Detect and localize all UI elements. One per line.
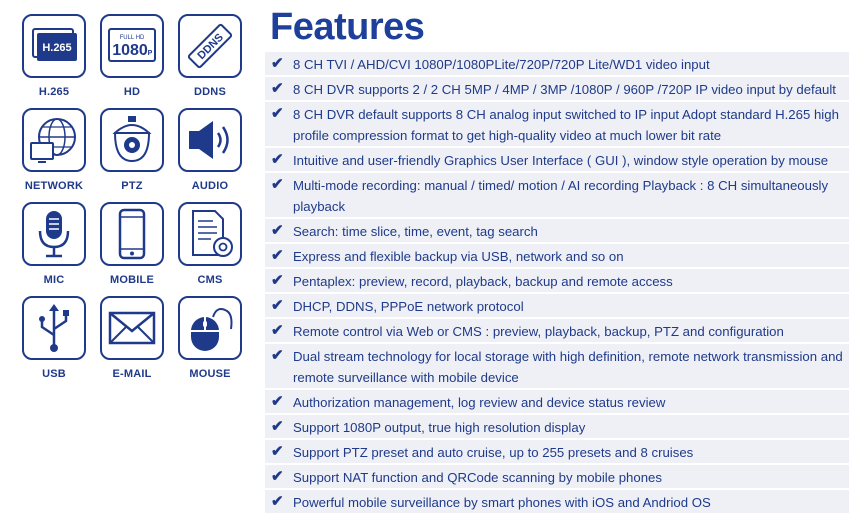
checkmark-icon: ✔ <box>271 222 284 239</box>
ddns-icon <box>178 14 242 78</box>
feature-item <box>265 269 849 292</box>
feature-item <box>265 52 849 75</box>
feature-text: Dual stream technology for local storage with high definition, remote network transmission and remote surveillance with mobile device <box>293 349 843 385</box>
feature-text: 8 CH TVI / AHD/CVI 1080P/1080PLite/720P/720P Lite/WD1 video input <box>293 57 710 72</box>
icon-label-h265: H.265 <box>38 86 70 98</box>
feature-text: Multi-mode recording: manual / timed/ motion / AI recording Playback : 8 CH simultaneously playback <box>293 178 829 214</box>
checkmark-icon: ✔ <box>271 272 284 289</box>
feature-item <box>265 319 849 342</box>
checkmark-icon: ✔ <box>271 322 284 339</box>
microphone-icon <box>22 202 86 266</box>
page-title: Features <box>270 6 425 48</box>
icon-label-mouse: MOUSE <box>189 368 231 380</box>
feature-item <box>265 244 849 267</box>
full-hd-icon-main: 1080 <box>112 42 148 59</box>
icon-label-mobile: MOBILE <box>110 274 154 286</box>
usb-icon <box>22 296 86 360</box>
full-hd-icon <box>100 14 164 78</box>
icon-label-mic: MIC <box>43 274 65 286</box>
feature-item <box>265 294 849 317</box>
checkmark-icon: ✔ <box>271 347 284 364</box>
icon-cell-cms <box>176 202 244 286</box>
feature-text: Express and flexible backup via USB, network and so on <box>293 249 624 264</box>
icon-cell-mic <box>20 202 88 286</box>
feature-item <box>265 344 849 388</box>
checkmark-icon: ✔ <box>271 176 284 193</box>
network-icon <box>22 108 86 172</box>
feature-item <box>265 490 849 513</box>
feature-text: Pentaplex: preview, record, playback, backup and remote access <box>293 274 673 289</box>
ddns-icon-text: DDNS <box>195 31 226 62</box>
icon-label-ptz: PTZ <box>121 180 143 192</box>
feature-item <box>265 465 849 488</box>
feature-item <box>265 77 849 100</box>
checkmark-icon: ✔ <box>271 55 284 72</box>
checkmark-icon: ✔ <box>271 468 284 485</box>
icon-label-email: E-MAIL <box>112 368 152 380</box>
h265-icon <box>22 14 86 78</box>
checkmark-icon: ✔ <box>271 443 284 460</box>
checkmark-icon: ✔ <box>271 493 284 510</box>
icon-cell-network <box>20 108 88 192</box>
icon-cell-email <box>98 296 166 380</box>
icon-cell-usb <box>20 296 88 380</box>
feature-text: Powerful mobile surveillance by smart phones with iOS and Andriod OS <box>293 495 711 510</box>
feature-item <box>265 415 849 438</box>
feature-text: 8 CH DVR default supports 8 CH analog input switched to IP input Adopt standard H.265 high profile compression format to get high-quality video at much lower bit rate <box>293 107 839 143</box>
feature-item <box>265 440 849 463</box>
cms-document-gear-icon <box>178 202 242 266</box>
checkmark-icon: ✔ <box>271 297 284 314</box>
ptz-camera-icon <box>100 108 164 172</box>
icon-label-usb: USB <box>42 368 66 380</box>
feature-text: Search: time slice, time, event, tag search <box>293 224 538 239</box>
icon-cell-hd <box>98 14 166 98</box>
checkmark-icon: ✔ <box>271 105 284 122</box>
feature-item <box>265 219 849 242</box>
checkmark-icon: ✔ <box>271 151 284 168</box>
icon-label-cms: CMS <box>197 274 223 286</box>
full-hd-icon-top: FULL HD <box>119 35 145 41</box>
feature-item <box>265 390 849 413</box>
icon-cell-mobile <box>98 202 166 286</box>
speaker-icon <box>178 108 242 172</box>
feature-item <box>265 148 849 171</box>
icon-label-hd: HD <box>123 86 141 98</box>
envelope-icon <box>100 296 164 360</box>
mouse-icon <box>178 296 242 360</box>
feature-text: Intuitive and user-friendly Graphics User Interface ( GUI ), window style operation by mouse <box>293 153 829 168</box>
h265-icon-text: H.265 <box>42 42 72 54</box>
checkmark-icon: ✔ <box>271 247 284 264</box>
feature-text: Remote control via Web or CMS : preview, playback, backup, PTZ and configuration <box>293 324 784 339</box>
icon-label-audio: AUDIO <box>191 180 229 192</box>
full-hd-icon-sub: P <box>147 50 153 57</box>
feature-text: Support 1080P output, true high resolution display <box>293 420 586 435</box>
checkmark-icon: ✔ <box>271 80 284 97</box>
checkmark-icon: ✔ <box>271 393 284 410</box>
feature-text: Authorization management, log review and device status review <box>293 395 666 410</box>
icon-label-ddns: DDNS <box>194 86 226 98</box>
feature-text: Support NAT function and QRCode scanning by mobile phones <box>293 470 662 485</box>
icon-cell-mouse <box>176 296 244 380</box>
feature-item <box>265 102 849 146</box>
icon-cell-ddns <box>176 14 244 98</box>
icon-cell-ptz <box>98 108 166 192</box>
icon-cell-h265 <box>20 14 88 98</box>
feature-text: DHCP, DDNS, PPPoE network protocol <box>293 299 524 314</box>
feature-item <box>265 173 849 217</box>
feature-text: 8 CH DVR supports 2 / 2 CH 5MP / 4MP / 3MP /1080P / 960P /720P IP video input by default <box>293 82 836 97</box>
checkmark-icon: ✔ <box>271 418 284 435</box>
icon-label-network: NETWORK <box>24 180 84 192</box>
feature-text: Support PTZ preset and auto cruise, up to 255 presets and 8 cruises <box>293 445 694 460</box>
icon-cell-audio <box>176 108 244 192</box>
mobile-phone-icon <box>100 202 164 266</box>
